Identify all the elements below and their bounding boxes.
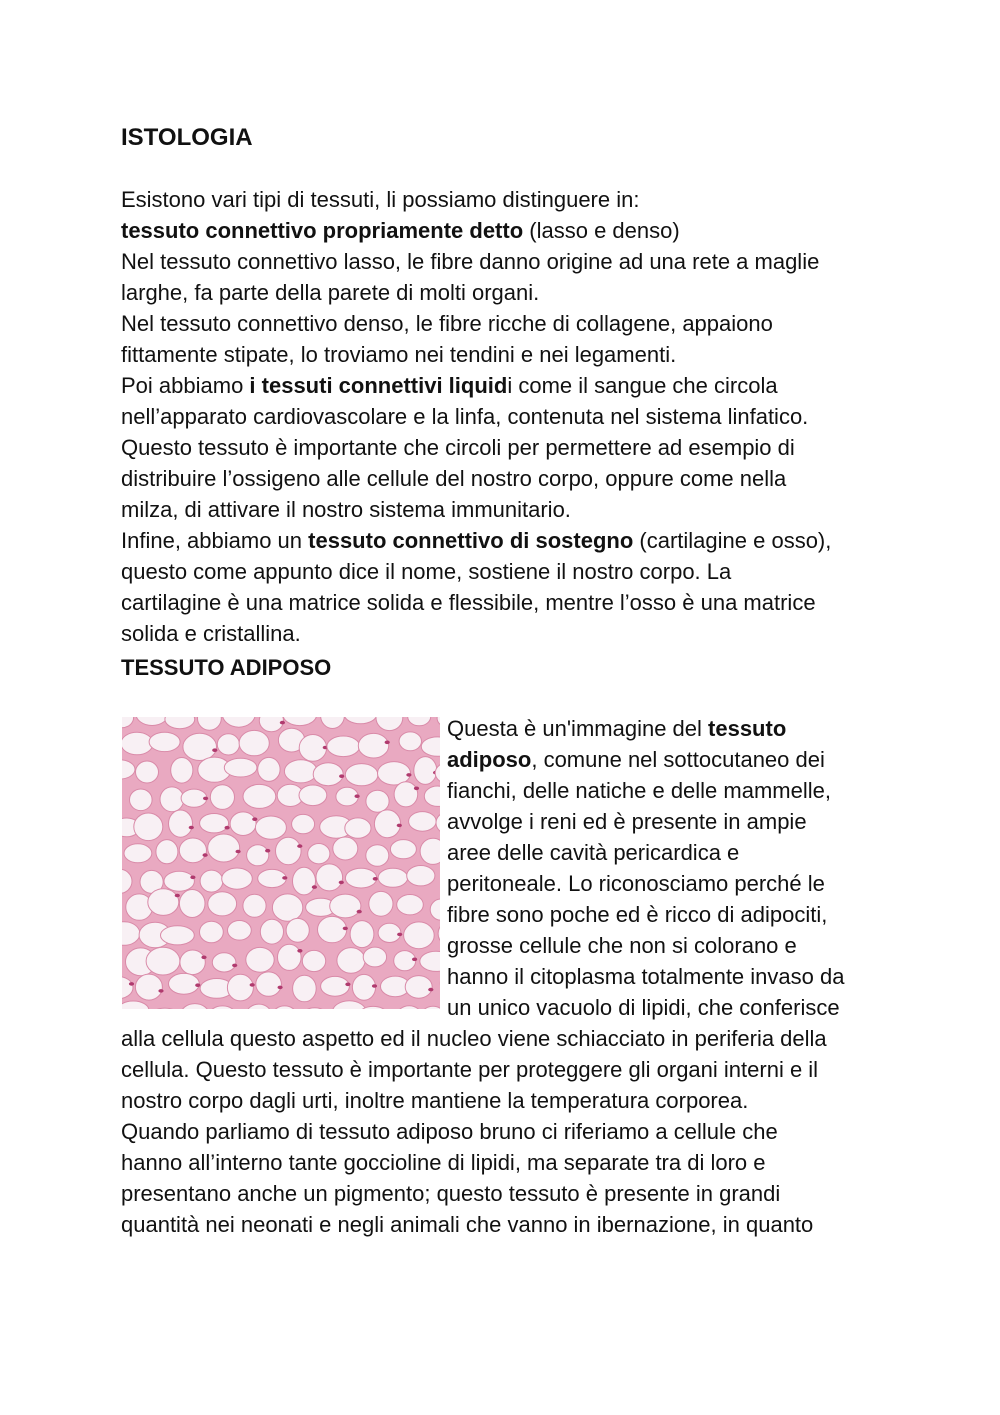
paragraph-line: grosse cellule che non si colorano e xyxy=(447,933,797,958)
paragraph-line: Quando parliamo di tessuto adiposo bruno ci riferiamo a cellule che xyxy=(121,1119,778,1144)
paragraph-line: Questo tessuto è importante che circoli per permettere ad esempio di xyxy=(121,435,795,460)
paragraph-line: presentano anche un pigmento; questo tessuto è presente in grandi xyxy=(121,1181,781,1206)
text-run: i come il sangue che circola xyxy=(507,373,778,398)
paragraph-line xyxy=(121,370,891,401)
paragraph-line: fittamente stipate, lo troviamo nei tendini e nei legamenti. xyxy=(121,342,677,367)
bold-term: i tessuti connettivi liquid xyxy=(249,373,508,398)
bold-term: tessuto connettivo propriamente detto xyxy=(121,218,524,243)
paragraph-line: larghe, fa parte della parete di molti organi. xyxy=(121,280,540,305)
text-run: , comune nel sottocutaneo dei xyxy=(531,747,825,772)
page-title: ISTOLOGIA xyxy=(121,124,253,151)
paragraph-line: peritoneale. Lo riconosciamo perché le xyxy=(447,871,825,896)
paragraph-line: milza, di attivare il nostro sistema immunitario. xyxy=(121,497,571,522)
paragraph-line: fibre sono poche ed è ricco di adipociti, xyxy=(447,902,828,927)
bold-term: tessuto xyxy=(708,716,787,741)
paragraph-line: hanno il citoplasma totalmente invaso da xyxy=(447,964,845,989)
text-run: Questa è un'immagine del xyxy=(447,716,709,741)
paragraph-line: alla cellula questo aspetto ed il nucleo viene schiacciato in periferia della xyxy=(121,1026,827,1051)
bold-term: adiposo xyxy=(447,747,532,772)
paragraph-line xyxy=(447,744,887,775)
adipose-tissue-icon xyxy=(122,717,440,1009)
paragraph-line: solida e cristallina. xyxy=(121,621,301,646)
paragraph-line: nell’apparato cardiovascolare e la linfa, contenuta nel sistema linfatico. xyxy=(121,404,809,429)
paragraph-line: cartilagine è una matrice solida e flessibile, mentre l’osso è una matrice xyxy=(121,590,816,615)
paragraph-line: fianchi, delle natiche e delle mammelle, xyxy=(447,778,831,803)
continued-text xyxy=(121,1023,891,1240)
paragraph-line: hanno all’interno tante goccioline di lipidi, ma separate tra di loro e xyxy=(121,1150,766,1175)
paragraph-line: nostro corpo dagli urti, inoltre mantiene la temperatura corporea. xyxy=(121,1088,749,1113)
paragraph-line: avvolge i reni ed è presente in ampie xyxy=(447,809,807,834)
paragraph-line: un unico vacuolo di lipidi, che conferisce xyxy=(447,995,840,1020)
paragraph-line: questo come appunto dice il nome, sostiene il nostro corpo. La xyxy=(121,559,732,584)
section-heading: TESSUTO ADIPOSO xyxy=(121,655,332,680)
paragraph-line: quantità nei neonati e negli animali che vanno in ibernazione, in quanto xyxy=(121,1212,814,1237)
text-run: (cartilagine e osso), xyxy=(633,528,832,553)
paragraph-line: Nel tessuto connettivo lasso, le fibre danno origine ad una rete a maglie xyxy=(121,249,820,274)
text-run: (lasso e denso) xyxy=(523,218,680,243)
paragraph-line xyxy=(447,713,887,744)
paragraph-line: Esistono vari tipi di tessuti, li possiamo distinguere in: xyxy=(121,187,640,212)
paragraph-line: distribuire l’ossigeno alle cellule del nostro corpo, oppure come nella xyxy=(121,466,787,491)
paragraph-line: aree delle cavità pericardica e xyxy=(447,840,740,865)
figure-caption-text xyxy=(447,713,887,1023)
text-run: Poi abbiamo xyxy=(121,373,250,398)
paragraph-line xyxy=(121,525,891,556)
intro-text xyxy=(121,184,891,649)
bold-term: tessuto connettivo di sostegno xyxy=(308,528,634,553)
text-run: Infine, abbiamo un xyxy=(121,528,309,553)
paragraph-line xyxy=(121,215,891,246)
paragraph-line: cellula. Questo tessuto è importante per proteggere gli organi interni e il xyxy=(121,1057,819,1082)
adipose-tissue-image xyxy=(122,717,440,1009)
paragraph-line: Nel tessuto connettivo denso, le fibre ricche di collagene, appaiono xyxy=(121,311,773,336)
